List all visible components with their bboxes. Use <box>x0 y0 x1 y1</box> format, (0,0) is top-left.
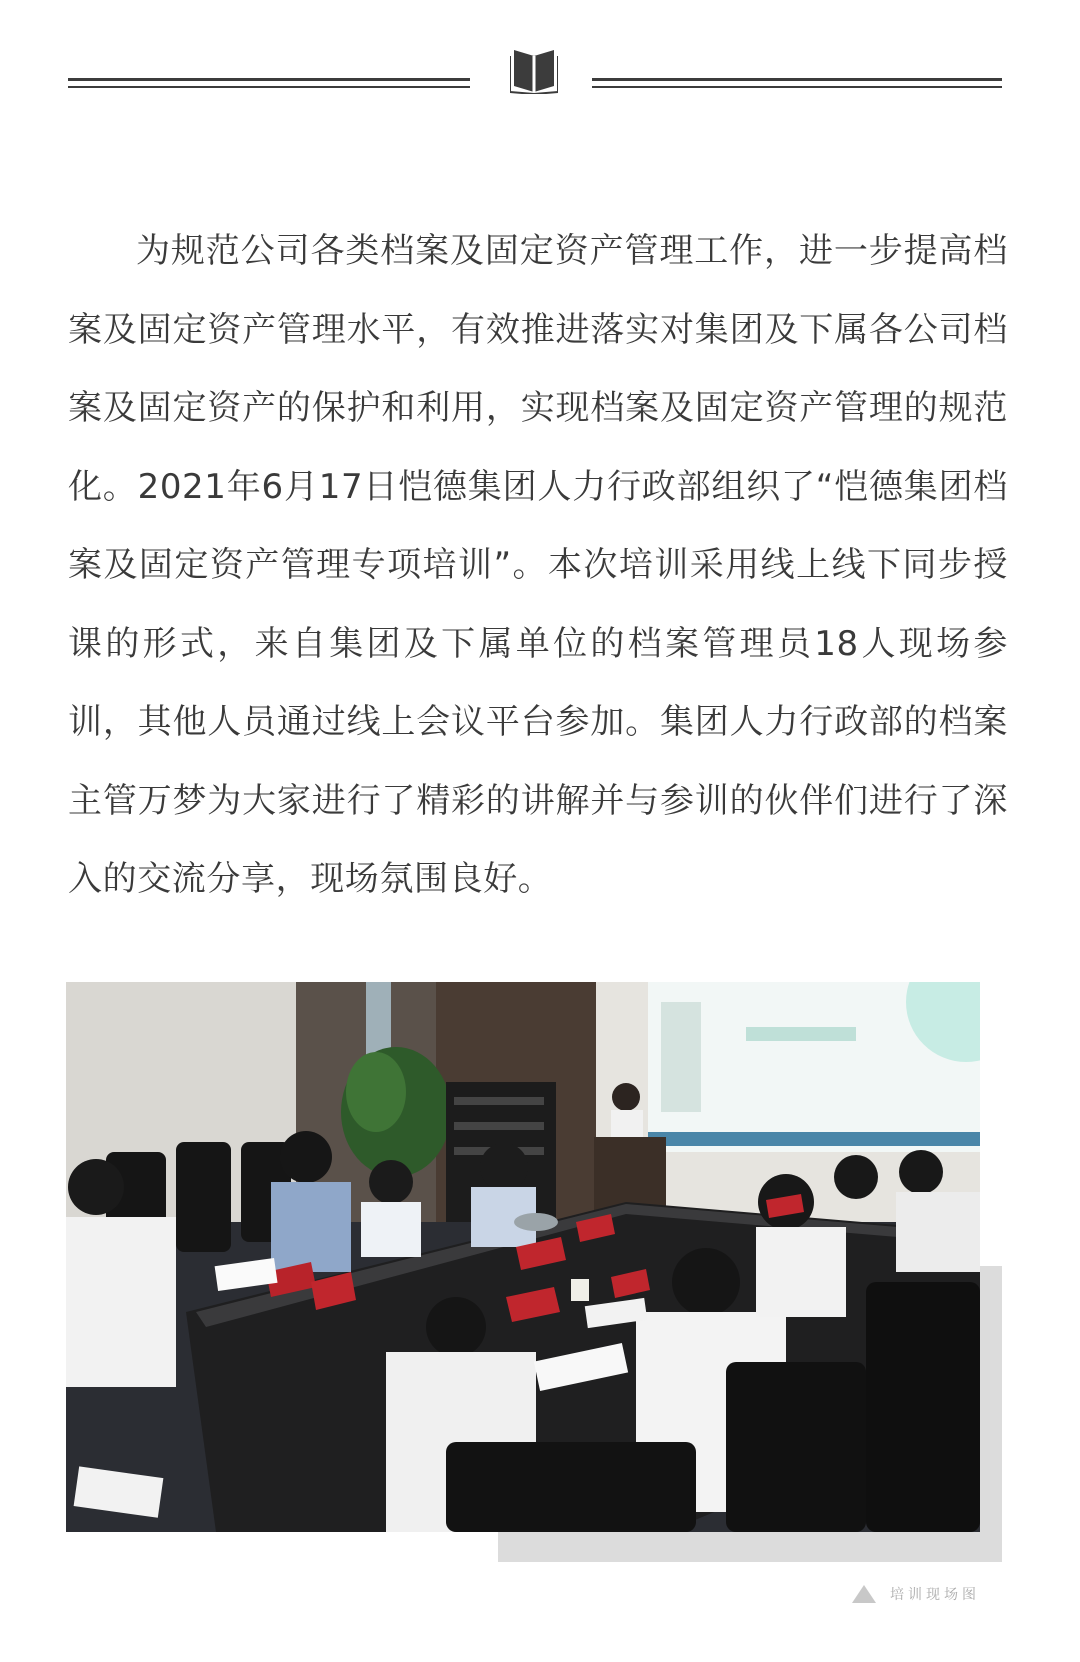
header-rule-right <box>592 78 1002 88</box>
photo-caption <box>852 1582 980 1606</box>
article-paragraph: 为规范公司各类档案及固定资产管理工作，进一步提高档案及固定资产管理水平，有效推进落实对集团及下属各公司档案及固定资产的保护和利用，实现档案及固定资产管理的规范化。2021年6月17日恺德集团人力行政部组织了“恺德集团档案及固定资产管理专项培训”。本次培训采用线上线下同步授课的形式，来自集团及下属单位的档案管理员18人现场参训，其他人员通过线上会议平台参加。集团人力行政部的档案主管万梦为大家进行了精彩的讲解并与参训的伙伴们进行了深入的交流分享，现场氛围良好。 <box>68 231 1008 899</box>
caption-text: 培训现场图 <box>890 1587 980 1603</box>
header-rule-left <box>68 78 470 88</box>
open-book-icon <box>510 48 558 94</box>
triangle-icon <box>852 1585 876 1603</box>
training-scene-photo <box>66 982 980 1532</box>
